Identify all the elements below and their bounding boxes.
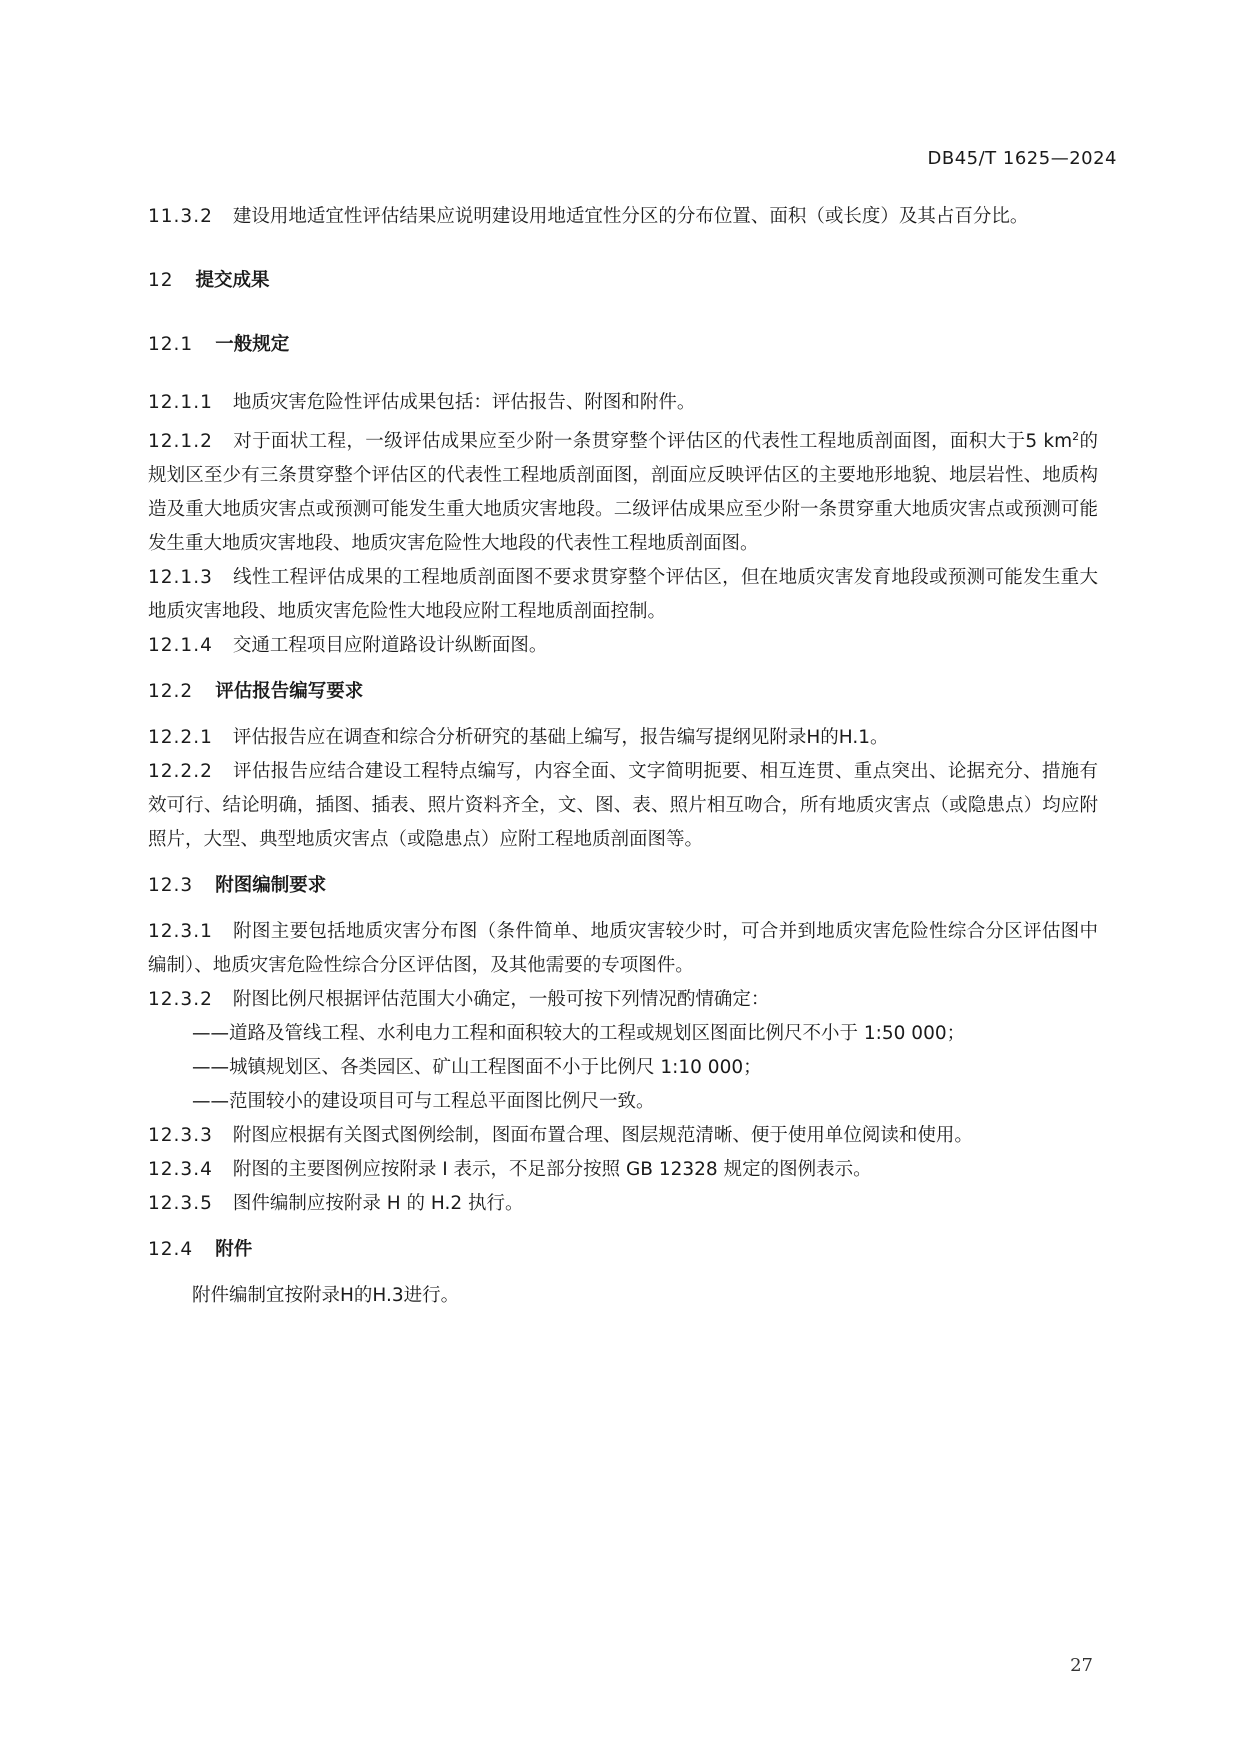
section-heading-12-2 [148, 675, 1098, 709]
clause-12-4-text: 附件编制宜按附录H的H.3进行。 [192, 1285, 460, 1307]
clause-number: 12.3.3 [148, 1125, 213, 1147]
clause-number: 11.3.2 [148, 206, 213, 227]
clause-text: 附图的主要图例应按附录 I 表示，不足部分按照 GB 12328 规定的图例表示。 [232, 1159, 872, 1181]
document-code: DB45/T 1625—2024 [927, 148, 1117, 169]
heading-number: 12.2 [148, 681, 194, 703]
clause-12-1-2 [148, 420, 1098, 561]
clause-text: 评估报告应在调查和综合分析研究的基础上编写，报告编写提纲见附录H的H.1。 [232, 727, 889, 749]
section-heading-12-1 [148, 328, 1098, 362]
clause-12-3-5 [148, 1187, 1098, 1221]
heading-title: 附件 [215, 1239, 253, 1261]
clause-12-3-2 [148, 983, 1098, 1017]
list-item: ——城镇规划区、各类园区、矿山工程图面不小于比例尺 1:10 000； [192, 1057, 762, 1079]
clause-text: 评估报告应结合建设工程特点编写，内容全面、文字简明扼要、相互连贯、重点突出、论据充分、措施有效可行、结论明确，插图、插表、照片资料齐全，文、图、表、照片相互吻合，所有地质灾害点（或隐患点）均应附照片，大型、典型地质灾害点（或隐患点）应附工程地质剖面图等。 [148, 761, 1098, 851]
clause-12-3-4 [148, 1153, 1098, 1187]
heading-title: 提交成果 [195, 270, 270, 291]
section-heading-12-4 [148, 1233, 1098, 1267]
list-item: ——范围较小的建设项目可与工程总平面图比例尺一致。 [192, 1091, 655, 1113]
clause-12-1-1 [148, 386, 1098, 420]
heading-title: 一般规定 [215, 334, 290, 355]
clause-text: 附图比例尺根据评估范围大小确定，一般可按下列情况酌情确定： [232, 989, 770, 1011]
heading-number: 12 [148, 270, 174, 291]
clause-text-part-b: 的规划区至少有三条贯穿整个评估区的代表性工程地质剖面图，剖面应反映评估区的主要地形地貌、地层岩性、地质构造及重大地质灾害点或预测可能发生重大地质灾害地段。二级评估成果应至少附一条贯穿重大地质灾害点或预测可能发生重大地质灾害地段、地质灾害危险性大地段的代表性工程地质剖面图。 [148, 431, 1098, 555]
clause-number: 12.3.1 [148, 921, 213, 943]
page-number: 27 [1070, 1655, 1093, 1676]
clause-11-3-2 [148, 200, 1098, 234]
clause-text: 地质灾害危险性评估成果包括：评估报告、附图和附件。 [232, 392, 696, 413]
clause-text: 附图应根据有关图式图例绘制，图面布置合理、图层规范清晰、便于使用单位阅读和使用。 [232, 1125, 973, 1147]
chapter-heading-12 [148, 264, 1098, 298]
clause-number: 12.1.3 [148, 567, 213, 589]
list-item: ——道路及管线工程、水利电力工程和面积较大的工程或规划区图面比例尺不小于 1:50 000； [192, 1023, 966, 1045]
clause-12-2-2 [148, 755, 1098, 857]
page-content [148, 200, 1098, 1313]
clause-number: 12.1.1 [148, 392, 213, 413]
heading-number: 12.1 [148, 334, 194, 355]
clause-text-part-a: 对于面状工程，一级评估成果应至少附一条贯穿整个评估区的代表性工程地质剖面图，面积大于5 km [232, 431, 1073, 453]
clause-12-1-4 [148, 629, 1098, 663]
clause-text: 线性工程评估成果的工程地质剖面图不要求贯穿整个评估区，但在地质灾害发育地段或预测可能发生重大地质灾害地段、地质灾害危险性大地段应附工程地质剖面控制。 [148, 567, 1098, 623]
clause-text: 附图主要包括地质灾害分布图（条件简单、地质灾害较少时，可合并到地质灾害危险性综合分区评估图中编制）、地质灾害危险性综合分区评估图，及其他需要的专项图件。 [148, 921, 1098, 977]
clause-12-3-3 [148, 1119, 1098, 1153]
clause-number: 12.3.4 [148, 1159, 213, 1181]
clause-number: 12.1.2 [148, 431, 213, 453]
clause-number: 12.2.2 [148, 761, 213, 783]
section-heading-12-3 [148, 869, 1098, 903]
clause-12-2-1 [148, 721, 1098, 755]
superscript: 2 [1072, 430, 1080, 443]
heading-number: 12.3 [148, 875, 194, 897]
clause-12-1-3 [148, 561, 1098, 629]
clause-text: 交通工程项目应附道路设计纵断面图。 [232, 635, 548, 657]
clause-text: 建设用地适宜性评估结果应说明建设用地适宜性分区的分布位置、面积（或长度）及其占百分比。 [232, 206, 1029, 227]
heading-title: 附图编制要求 [215, 875, 327, 897]
clause-number: 12.3.5 [148, 1193, 213, 1215]
clause-number: 12.3.2 [148, 989, 213, 1011]
heading-title: 评估报告编写要求 [215, 681, 364, 703]
clause-number: 12.2.1 [148, 727, 213, 749]
clause-text: 图件编制应按附录 H 的 H.2 执行。 [232, 1193, 524, 1215]
heading-number: 12.4 [148, 1239, 194, 1261]
clause-12-3-1 [148, 915, 1098, 983]
clause-number: 12.1.4 [148, 635, 213, 657]
